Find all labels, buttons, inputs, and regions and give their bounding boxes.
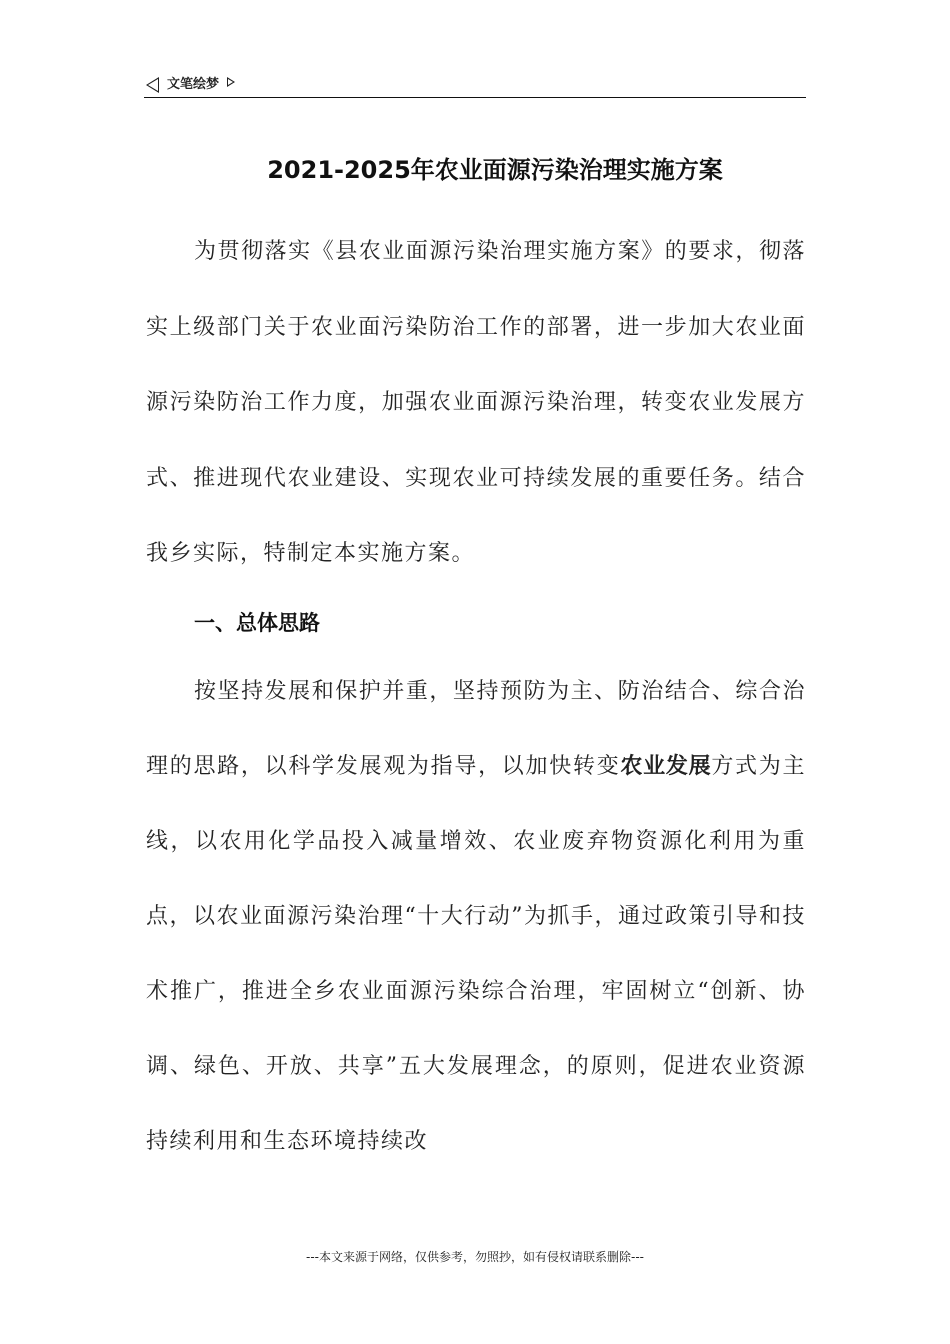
header-brand: 文笔绘梦 — [167, 77, 220, 92]
page-header — [146, 74, 806, 96]
triangle-left-icon — [146, 77, 159, 93]
paragraph-text-after: 方式为主线，以农用化学品投入减量增效、农业废弃物资源化利用为重点，以农业面源污染治理“十大行动”为抓手，通过政策引导和技术推广，推进全乡农业面源污染综合治理，牢固树立“创新、协调、绿色、开放、共享”五大发展理念，的原则，促进农业资源持续利用和生态环境持续改 — [146, 753, 806, 1154]
document-title: 2021-2025年农业面源污染治理实施方案 — [267, 156, 723, 184]
intro-paragraph: 为贯彻落实《县农业面源污染治理实施方案》的要求，彻落实上级部门关于农业面污染防治工作的部署，进一步加大农业面源污染防治工作力度，加强农业面源污染治理，转变农业发展方式、推进现代农业建设、实现农业可持续发展的重要任务。结合我乡实际，特制定本实施方案。 — [146, 239, 806, 566]
paragraph-text-before: 按坚持发展和保护并重，坚持预防为主、防治结合、综合治理的思路，以科学发展观为指导，以加快转变 — [146, 678, 806, 779]
document-body — [146, 214, 806, 1179]
bold-term: 农业发展 — [620, 753, 712, 779]
header-divider — [144, 97, 806, 98]
triangle-right-icon — [227, 77, 235, 87]
section-paragraph — [146, 654, 806, 1179]
section-heading-overall-approach: 一、总体思路 — [194, 610, 320, 635]
footer-disclaimer: ---本文来源于网络，仅供参考，勿照抄，如有侵权请联系删除--- — [306, 1250, 644, 1264]
